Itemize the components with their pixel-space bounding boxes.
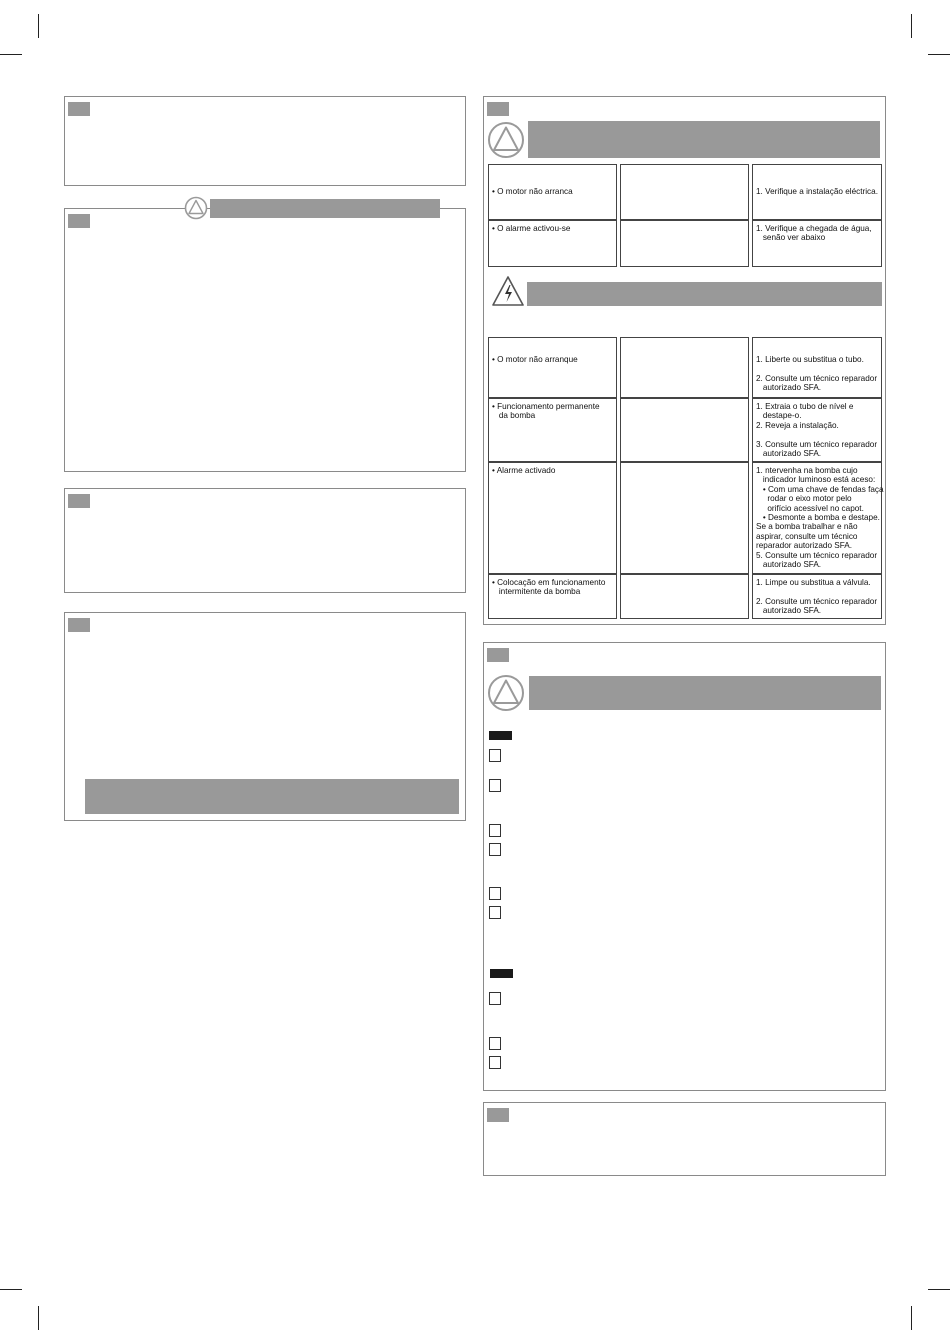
table2-solution-cell (752, 574, 882, 619)
table2-problem-cell (488, 337, 617, 398)
section-tag (68, 102, 90, 116)
section-tag (68, 618, 90, 632)
table2-solution-line: aspirar, consulte um técnico (756, 531, 858, 541)
crop-mark (928, 54, 950, 55)
section-tag (68, 494, 90, 508)
crop-mark (911, 1306, 912, 1330)
warning-triangle-icon (184, 196, 208, 220)
table2-solution-line (756, 364, 878, 373)
table2-solution-cell (752, 337, 882, 398)
table2-solution-line: rodar o eixo motor pelo (756, 494, 852, 504)
crop-mark (928, 1289, 950, 1290)
table2-solution-line: 1. Extraia o tubo de nível e (756, 402, 854, 411)
table2-solution-cell (752, 398, 882, 462)
section-box-2 (64, 208, 466, 472)
electrical-header-bar (527, 282, 882, 306)
crop-mark (0, 54, 22, 55)
table2-solution-line: reparador autorizado SFA. (756, 541, 853, 551)
table2-problem-line: • Alarme activado (492, 466, 556, 475)
table2-problem-line: • Funcionamento permanente (492, 402, 600, 411)
section-2-header-bar (210, 199, 440, 218)
table2-problem-line: • O motor não arranque (492, 355, 578, 364)
table2-solution-line: 1. ntervenha na bomba cujo (756, 466, 858, 475)
checkbox[interactable] (489, 843, 501, 856)
table2-problem-line: • Colocação em funcionamento (492, 578, 606, 587)
table1-problem: • O alarme activou-se (492, 224, 571, 233)
section-4-note-bar (85, 779, 459, 814)
table1-cause-cell (620, 220, 749, 267)
table2-problem-line: intermitente da bomba (492, 587, 581, 597)
checkbox[interactable] (489, 1056, 501, 1069)
table1-solution-line: 1. Verifique a instalação eléctrica. (756, 187, 878, 196)
table2-problem-cell (488, 574, 617, 619)
section-tag (68, 214, 90, 228)
table2-solution-line: autorizado SFA. (756, 560, 822, 570)
checklist-group-marker (489, 731, 512, 740)
table1-problem-cell (488, 164, 617, 220)
table2-solution-line: destape-o. (756, 411, 802, 421)
table1-cause-cell (620, 164, 749, 220)
table2-solution-line: autorizado SFA. (756, 383, 822, 393)
table2-solution-line: • Desmonte a bomba e destape. (756, 513, 880, 523)
checkbox[interactable] (489, 887, 501, 900)
table2-solution-line: 2. Consulte um técnico reparador (756, 373, 878, 383)
table2-solution-cell (752, 462, 882, 574)
table2-problem-cell (488, 398, 617, 462)
warning-triangle-icon (487, 674, 525, 712)
section-tag (487, 1108, 509, 1122)
crop-mark (0, 1289, 22, 1290)
section-box-last (483, 1102, 886, 1176)
table2-solution-line: 2. Consulte um técnico reparador (756, 596, 878, 606)
table2-solution-line (756, 430, 878, 439)
checkbox[interactable] (489, 749, 501, 762)
table1-problem-cell (488, 220, 617, 267)
table2-solution-line: orifício acessível no capot. (756, 503, 864, 513)
crop-mark (38, 14, 39, 38)
table2-solution-line (756, 587, 878, 596)
table2-cause-cell (620, 462, 749, 574)
table2-solution-line: 2. Reveja a instalação. (756, 420, 839, 430)
checkbox[interactable] (489, 824, 501, 837)
table2-solution-line: 3. Consulte um técnico reparador (756, 439, 878, 449)
table2-solution-line: Se a bomba trabalhar e não (756, 522, 858, 532)
table1-solution-line: 1. Verifique a chegada de água, (756, 224, 872, 233)
table1-solution-line: senão ver abaixo (756, 233, 826, 243)
table2-problem-cell (488, 462, 617, 574)
table2-solution-line: 1. Liberte ou substitua o tubo. (756, 355, 864, 364)
checkbox[interactable] (489, 992, 501, 1005)
electrical-hazard-icon (491, 275, 525, 307)
table2-solution-line: • Com uma chave de fendas faça (756, 484, 884, 494)
table2-cause-cell (620, 574, 749, 619)
table2-solution-line: indicador luminoso está aceso: (756, 475, 876, 485)
table2-problem-line: da bomba (492, 411, 536, 421)
checkbox[interactable] (489, 906, 501, 919)
checkbox[interactable] (489, 1037, 501, 1050)
warning-header-bar (528, 121, 880, 158)
section-box-3 (64, 488, 466, 593)
section-box-4 (64, 612, 466, 821)
crop-mark (38, 1306, 39, 1330)
checkbox[interactable] (489, 779, 501, 792)
checklist-group-marker (490, 969, 513, 978)
table2-solution-line: 5. Consulte um técnico reparador (756, 550, 878, 560)
table2-solution-line: 1. Limpe ou substitua a válvula. (756, 578, 871, 587)
table1-solution-cell (752, 220, 882, 267)
checklist-warning-bar (529, 676, 881, 710)
section-tag (487, 102, 509, 116)
table2-solution-line: autorizado SFA. (756, 606, 822, 616)
section-tag (487, 648, 509, 662)
table1-solution-cell (752, 164, 882, 220)
crop-mark (911, 14, 912, 38)
warning-triangle-icon (487, 121, 525, 159)
table2-solution-line: autorizado SFA. (756, 449, 822, 459)
table1-problem: • O motor não arranca (492, 187, 573, 196)
table2-cause-cell (620, 337, 749, 398)
table2-cause-cell (620, 398, 749, 462)
section-box-1 (64, 96, 466, 186)
